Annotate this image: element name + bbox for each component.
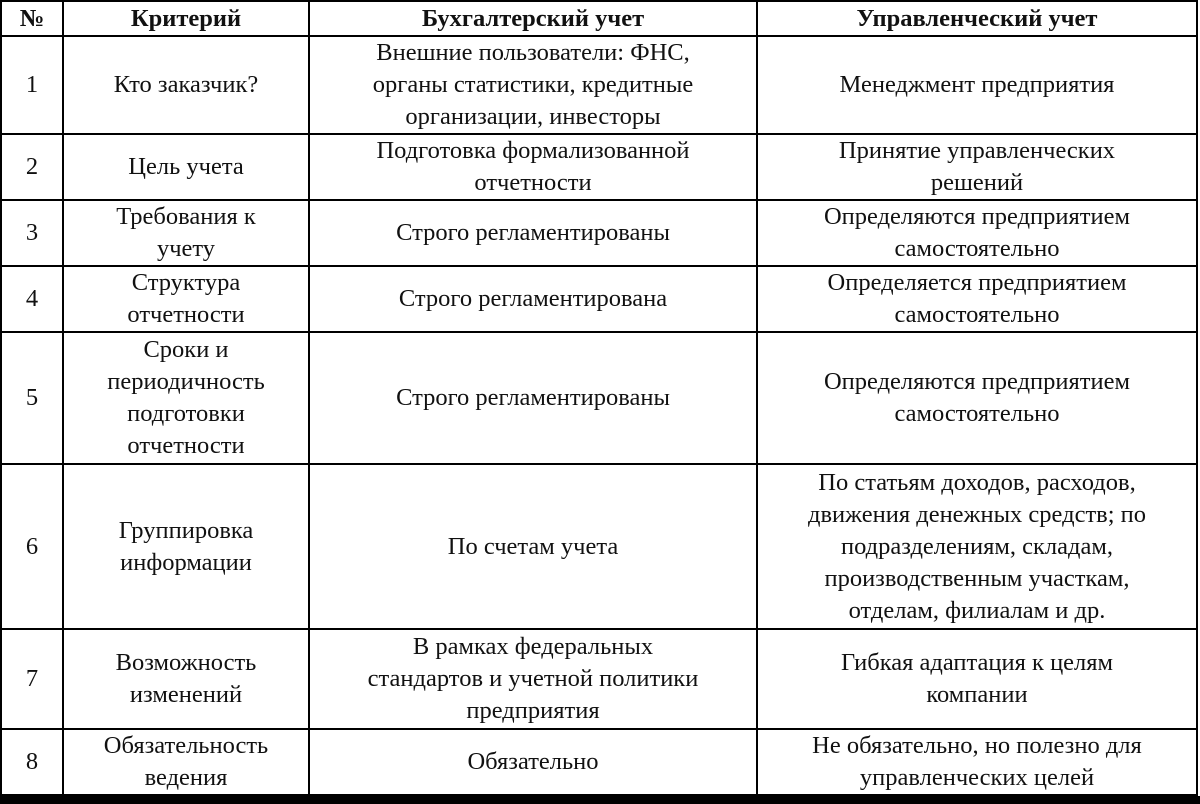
header-criterion: Критерий	[63, 1, 309, 36]
row-management: Не обязательно, но полезно для управленческих целей	[757, 729, 1197, 795]
row-num: 6	[1, 464, 63, 629]
row-criterion: Сроки и периодичность подготовки отчетности	[63, 332, 309, 464]
row-num: 5	[1, 332, 63, 464]
table-row	[1, 332, 1197, 464]
table-row	[1, 200, 1197, 266]
row-num: 8	[1, 729, 63, 795]
row-criterion: Обязательность ведения	[63, 729, 309, 795]
row-num: 1	[1, 36, 63, 134]
row-accounting: Строго регламентированы	[309, 332, 757, 464]
header-num: №	[1, 1, 63, 36]
table-row	[1, 729, 1197, 795]
row-management: По статьям доходов, расходов, движения денежных средств; по подразделениям, складам, производственным участкам, отделам, филиалам и др.	[757, 464, 1197, 629]
row-num: 3	[1, 200, 63, 266]
row-accounting: Обязательно	[309, 729, 757, 795]
row-accounting: По счетам учета	[309, 464, 757, 629]
row-management: Определяется предприятием самостоятельно	[757, 266, 1197, 332]
header-accounting: Бухгалтерский учет	[309, 1, 757, 36]
row-criterion: Требования к учету	[63, 200, 309, 266]
table-row	[1, 134, 1197, 200]
table-row	[1, 266, 1197, 332]
row-management: Определяются предприятием самостоятельно	[757, 200, 1197, 266]
row-num: 2	[1, 134, 63, 200]
row-accounting: В рамках федеральных стандартов и учетной политики предприятия	[309, 629, 757, 729]
bottom-rule	[0, 796, 1200, 804]
row-management: Менеджмент предприятия	[757, 36, 1197, 134]
header-management: Управленческий учет	[757, 1, 1197, 36]
row-management: Принятие управленческих решений	[757, 134, 1197, 200]
table-row	[1, 629, 1197, 729]
row-accounting: Строго регламентирована	[309, 266, 757, 332]
table-row	[1, 464, 1197, 629]
header-row	[1, 1, 1197, 36]
row-criterion: Группировка информации	[63, 464, 309, 629]
row-accounting: Внешние пользователи: ФНС, органы статистики, кредитные организации, инвесторы	[309, 36, 757, 134]
row-management: Определяются предприятием самостоятельно	[757, 332, 1197, 464]
row-accounting: Строго регламентированы	[309, 200, 757, 266]
row-num: 7	[1, 629, 63, 729]
row-criterion: Цель учета	[63, 134, 309, 200]
row-management: Гибкая адаптация к целям компании	[757, 629, 1197, 729]
row-num: 4	[1, 266, 63, 332]
row-criterion: Кто заказчик?	[63, 36, 309, 134]
row-accounting: Подготовка формализованной отчетности	[309, 134, 757, 200]
table-row	[1, 36, 1197, 134]
row-criterion: Возможность изменений	[63, 629, 309, 729]
row-criterion: Структура отчетности	[63, 266, 309, 332]
